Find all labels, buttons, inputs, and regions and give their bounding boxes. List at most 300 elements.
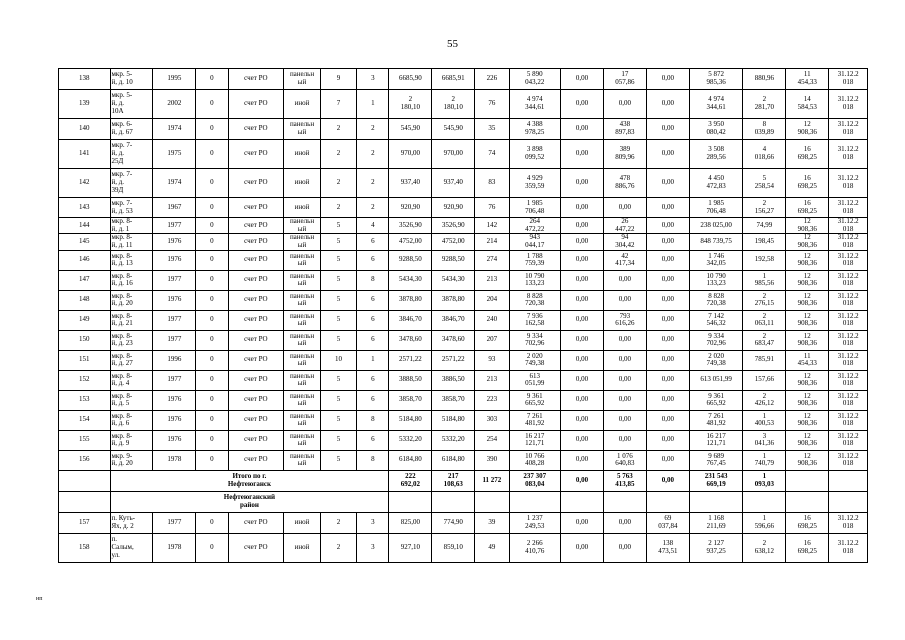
address-cell — [110, 270, 153, 290]
fund-owners-cell — [689, 198, 743, 218]
cell-line: 720,38 — [706, 299, 726, 308]
residents-cell: 204 — [475, 290, 509, 310]
cell-line: мкр. 8- — [111, 411, 133, 420]
cell-line: ый — [297, 419, 307, 428]
address-cell — [110, 533, 153, 562]
cell-line: 31.12.2 — [837, 251, 859, 260]
cell-line: 665,92 — [706, 399, 726, 408]
floors-cell: 2 — [320, 119, 356, 140]
table-row — [59, 390, 868, 410]
cost-per-sqm-cell — [743, 390, 786, 410]
cell-line: Итого по г. — [232, 472, 267, 481]
fund-region-cell — [603, 430, 646, 450]
cell-line: 2 — [762, 311, 767, 320]
fund-owners-cell — [689, 270, 743, 290]
cell-line: 12 — [803, 331, 811, 340]
cell-line: 037,84 — [658, 521, 678, 530]
total-area-cell: 927,10 — [389, 533, 432, 562]
table-row — [59, 270, 868, 290]
row-number-cell: 140 — [59, 119, 111, 140]
total-area-cell: 6685,90 — [389, 69, 432, 90]
fund-local-cell: 0,00 — [646, 470, 689, 491]
cell-line: 31.12.2 — [837, 391, 859, 400]
entrances-cell: 3 — [357, 512, 389, 533]
cell-line: панельн — [289, 451, 315, 460]
residents-cell: 214 — [475, 234, 509, 250]
cell-line: 908,36 — [797, 339, 817, 348]
cell-line: 908,36 — [797, 399, 817, 408]
fund-owners-cell — [689, 90, 743, 119]
floors-cell: 5 — [320, 234, 356, 250]
cell-line: 018 — [842, 153, 854, 161]
total-cost-cell — [509, 370, 561, 390]
cell-line: 31.12.2 — [837, 411, 859, 420]
empty-cell — [561, 491, 604, 512]
residents-cell: 226 — [475, 69, 509, 90]
empty-cell — [389, 491, 432, 512]
limit-cost-cell — [786, 270, 829, 290]
cell-line: 1 — [762, 472, 767, 481]
fund-method-cell: счет РО — [228, 198, 284, 218]
cell-line: 908,36 — [797, 299, 817, 308]
total-cost-cell — [509, 470, 561, 491]
year-built-cell: 1977 — [153, 370, 196, 390]
cell-line: 044,17 — [525, 241, 545, 250]
cell-line: панельн — [289, 351, 315, 360]
entrances-cell: 6 — [357, 250, 389, 270]
district-header-row — [59, 491, 868, 512]
cell-line: 16 217 — [706, 431, 726, 440]
deadline-cell — [829, 119, 868, 140]
cell-line: 749,38 — [706, 359, 726, 368]
wall-material-cell — [284, 410, 320, 430]
cell-line: Ях, д. 2 — [111, 521, 134, 530]
cell-line: 481,92 — [706, 419, 726, 428]
cell-line: 11 — [803, 70, 811, 79]
total-cost-cell — [509, 218, 561, 234]
zero-cell: 0 — [196, 250, 228, 270]
zero-cell: 0 — [196, 350, 228, 370]
cell-line: 043,22 — [525, 78, 545, 86]
cost-per-sqm-cell — [743, 140, 786, 169]
cell-line: 10А — [111, 106, 124, 115]
fund-owners-cell — [689, 250, 743, 270]
cell-line: 31.12.2 — [837, 311, 859, 320]
year-built-cell: 1977 — [153, 512, 196, 533]
limit-cost-cell — [786, 430, 829, 450]
cell-line: й, д. 5 — [111, 399, 130, 408]
total-cost-cell — [509, 198, 561, 218]
cell-line: 31.12.2 — [837, 431, 859, 440]
cell-line: 0,00 — [618, 275, 632, 284]
limit-cost-cell — [786, 410, 829, 430]
floors-cell: 5 — [320, 330, 356, 350]
limit-cost-cell — [786, 218, 829, 234]
cell-line: 12 — [803, 251, 811, 260]
fund-federal-cell: 0,00 — [561, 370, 604, 390]
entrances-cell: 6 — [357, 290, 389, 310]
empty-cell — [603, 491, 646, 512]
cell-line: 16 — [803, 145, 811, 154]
year-built-cell: 1976 — [153, 390, 196, 410]
fund-method-cell: счет РО — [228, 430, 284, 450]
cell-line: панельн — [289, 431, 315, 440]
cell-line: 121,71 — [525, 439, 545, 448]
fund-method-cell: счет РО — [228, 410, 284, 430]
limit-cost-cell — [786, 69, 829, 90]
empty-cell — [59, 491, 111, 512]
year-built-cell: 1977 — [153, 218, 196, 234]
cell-line: 10 766 — [525, 451, 545, 460]
cell-line: ый — [297, 459, 307, 468]
residents-cell: 76 — [475, 90, 509, 119]
cell-line: 162,58 — [525, 319, 545, 328]
year-built-cell: 1977 — [153, 330, 196, 350]
entrances-cell: 1 — [357, 90, 389, 119]
fund-federal-cell: 0,00 — [561, 198, 604, 218]
cell-line: 12 — [803, 411, 811, 420]
fund-local-cell: 0,00 — [646, 310, 689, 330]
cell-line: 180,10 — [443, 103, 463, 111]
cell-line: 237 307 — [523, 472, 547, 481]
cell-line: 897,83 — [615, 128, 635, 136]
year-built-cell: 1976 — [153, 290, 196, 310]
address-cell — [110, 350, 153, 370]
cell-line: ый — [297, 259, 307, 268]
fund-local-cell: 0,00 — [646, 198, 689, 218]
cell-line: ый — [297, 78, 307, 86]
cell-line: панельн — [289, 391, 315, 400]
fund-local-cell: 0,00 — [646, 234, 689, 250]
table-row — [59, 330, 868, 350]
fund-local-cell: 0,00 — [646, 90, 689, 119]
fund-federal-cell: 0,00 — [561, 470, 604, 491]
fund-method-cell: счет РО — [228, 450, 284, 470]
fund-region-cell — [603, 234, 646, 250]
floors-cell: 9 — [320, 69, 356, 90]
cell-line: 546,32 — [706, 319, 726, 328]
cell-line: 0,00 — [618, 375, 632, 384]
cell-line: й, д. 9 — [111, 439, 130, 448]
fund-federal-cell: 0,00 — [561, 533, 604, 562]
cell-line: 706,48 — [525, 206, 545, 215]
cell-line: 31.12.2 — [837, 271, 859, 280]
cell-line: 2 — [451, 95, 456, 104]
cell-line: иной — [294, 517, 310, 526]
cell-line: 908,36 — [797, 419, 817, 428]
cell-line: п. — [111, 535, 117, 544]
floors-cell: 2 — [320, 169, 356, 198]
deadline-cell — [829, 310, 868, 330]
deadline-cell — [829, 512, 868, 533]
wall-material-cell — [284, 350, 320, 370]
deadline-cell — [829, 430, 868, 450]
cell-line: мкр. 8- — [111, 371, 133, 380]
fund-region-cell — [603, 410, 646, 430]
cell-line: 041,36 — [754, 439, 774, 448]
floors-cell: 5 — [320, 450, 356, 470]
limit-cost-cell — [786, 330, 829, 350]
total-area-cell — [389, 470, 432, 491]
living-area-cell: 3478,60 — [432, 330, 475, 350]
year-built-cell: 1974 — [153, 169, 196, 198]
cell-line: 793 — [619, 311, 631, 320]
cost-per-sqm-cell — [743, 290, 786, 310]
cell-line: й, д. 20 — [111, 299, 133, 308]
cell-line: 908,36 — [797, 259, 817, 268]
wall-material-cell — [284, 450, 320, 470]
fund-local-cell: 0,00 — [646, 218, 689, 234]
cell-line: панельн — [289, 70, 315, 79]
cell-line: 192,58 — [754, 255, 774, 264]
fund-owners-cell — [689, 290, 743, 310]
address-cell — [110, 90, 153, 119]
total-cost-cell — [509, 430, 561, 450]
fund-local-cell: 0,00 — [646, 270, 689, 290]
zero-cell: 0 — [196, 69, 228, 90]
zero-cell: 0 — [196, 290, 228, 310]
cost-per-sqm-cell — [743, 169, 786, 198]
fund-owners-cell — [689, 430, 743, 450]
cell-line: 018 — [842, 399, 854, 408]
row-number-cell: 148 — [59, 290, 111, 310]
cell-line: 2 020 — [526, 351, 543, 360]
empty-cell — [509, 491, 561, 512]
fund-federal-cell: 0,00 — [561, 119, 604, 140]
cell-line: панельн — [289, 311, 315, 320]
fund-local-cell: 0,00 — [646, 169, 689, 198]
living-area-cell: 5434,30 — [432, 270, 475, 290]
cell-line: 584,53 — [797, 103, 817, 111]
fund-method-cell: счет РО — [228, 140, 284, 169]
living-area-cell: 3878,80 — [432, 290, 475, 310]
cell-line: ый — [297, 299, 307, 308]
zero-cell: 0 — [196, 119, 228, 140]
fund-owners-cell — [689, 350, 743, 370]
total-cost-cell — [509, 310, 561, 330]
fund-local-cell: 0,00 — [646, 330, 689, 350]
cell-line: 018 — [842, 259, 854, 268]
wall-material-cell — [284, 390, 320, 410]
empty-cell — [786, 491, 829, 512]
floors-cell: 5 — [320, 270, 356, 290]
fund-owners-cell — [689, 512, 743, 533]
cell-line: мкр. 8- — [111, 351, 133, 360]
cell-line: 985,56 — [754, 279, 774, 288]
cell-line: 2 266 — [526, 539, 543, 548]
cell-line: 759,39 — [525, 259, 545, 268]
residents-cell: 240 — [475, 310, 509, 330]
fund-method-cell: счет РО — [228, 330, 284, 350]
residents-cell: 274 — [475, 250, 509, 270]
year-built-cell: 1976 — [153, 234, 196, 250]
row-number-cell: 143 — [59, 198, 111, 218]
cell-line: 359,59 — [525, 182, 545, 190]
table-row — [59, 119, 868, 140]
fund-region-cell — [603, 90, 646, 119]
cell-line: 702,96 — [525, 339, 545, 348]
zero-cell: 0 — [196, 430, 228, 450]
address-cell — [110, 450, 153, 470]
total-cost-cell — [509, 450, 561, 470]
cell-line: 454,33 — [797, 78, 817, 86]
empty-cell — [786, 470, 829, 491]
cell-line: 264 — [529, 217, 541, 225]
fund-local-cell: 0,00 — [646, 140, 689, 169]
floors-cell: 2 — [320, 512, 356, 533]
row-number-cell: 149 — [59, 310, 111, 330]
entrances-cell: 8 — [357, 410, 389, 430]
cell-line: 018 — [842, 206, 854, 215]
table-row — [59, 533, 868, 562]
fund-owners-cell — [689, 218, 743, 234]
cell-line: й, д. 23 — [111, 339, 133, 348]
cell-line: 2 — [762, 391, 767, 400]
year-built-cell: 1975 — [153, 140, 196, 169]
cell-line: 74,99 — [756, 220, 773, 229]
cell-line: 344,61 — [525, 103, 545, 111]
cell-line: ый — [297, 339, 307, 348]
zero-cell: 0 — [196, 140, 228, 169]
fund-local-cell: 0,00 — [646, 69, 689, 90]
cell-line: 9 361 — [708, 391, 724, 400]
cell-line: 473,51 — [658, 546, 678, 555]
cost-per-sqm-cell — [743, 234, 786, 250]
fund-method-cell: счет РО — [228, 390, 284, 410]
living-area-cell: 9288,50 — [432, 250, 475, 270]
cell-line: 3 950 — [708, 120, 724, 129]
row-number-cell: 151 — [59, 350, 111, 370]
cell-line: панельн — [289, 411, 315, 420]
cost-per-sqm-cell — [743, 350, 786, 370]
cell-line: 217 — [448, 472, 459, 481]
fund-region-cell — [603, 119, 646, 140]
fund-federal-cell: 0,00 — [561, 310, 604, 330]
cell-line: й, д. 6 — [111, 419, 130, 428]
entrances-cell: 2 — [357, 198, 389, 218]
cell-line: 31.12.2 — [837, 291, 859, 300]
fund-owners-cell — [689, 310, 743, 330]
fund-owners-cell — [689, 410, 743, 430]
cell-line: 683,47 — [754, 339, 774, 348]
cell-line: 638,12 — [754, 546, 774, 555]
limit-cost-cell — [786, 234, 829, 250]
wall-material-cell — [284, 119, 320, 140]
cell-line: 31.12.2 — [837, 174, 859, 183]
fund-method-cell: счет РО — [228, 250, 284, 270]
residents-cell: 74 — [475, 140, 509, 169]
cell-line: 454,33 — [797, 359, 817, 368]
total-area-cell: 545,90 — [389, 119, 432, 140]
zero-cell: 0 — [196, 410, 228, 430]
fund-federal-cell: 0,00 — [561, 140, 604, 169]
total-cost-cell — [509, 250, 561, 270]
row-number-cell: 154 — [59, 410, 111, 430]
cell-line: 9 334 — [708, 331, 724, 340]
address-cell — [110, 330, 153, 350]
cell-line: 10 790 — [706, 271, 726, 280]
address-cell — [110, 290, 153, 310]
cell-line: мкр. 8- — [111, 251, 133, 260]
cell-line: 0,00 — [618, 435, 632, 444]
cell-line: ый — [297, 359, 307, 368]
cell-line: 472,22 — [525, 224, 545, 233]
cell-line: мкр. 8- — [111, 331, 133, 340]
cell-line: мкр. 8- — [111, 431, 133, 440]
cell-line: 1 168 — [708, 514, 724, 523]
cell-line: 596,66 — [754, 521, 774, 530]
residents-cell: 142 — [475, 218, 509, 234]
wall-material-cell — [284, 218, 320, 234]
cell-line: 16 — [803, 198, 811, 207]
cell-line: 018 — [842, 103, 854, 111]
fund-method-cell: счет РО — [228, 169, 284, 198]
fund-federal-cell: 0,00 — [561, 290, 604, 310]
deadline-cell — [829, 390, 868, 410]
cell-line: 133,23 — [706, 279, 726, 288]
empty-cell — [829, 491, 868, 512]
cell-line: мкр. 8- — [111, 217, 133, 225]
table-row — [59, 512, 868, 533]
living-area-cell: 3858,70 — [432, 390, 475, 410]
zero-cell: 0 — [196, 198, 228, 218]
cell-line: 018 — [842, 224, 854, 233]
cell-line: мкр. 7- — [111, 141, 133, 150]
wall-material-cell — [284, 330, 320, 350]
fund-local-cell: 0,00 — [646, 430, 689, 450]
cell-line: 10 790 — [525, 271, 545, 280]
cell-line: 1 076 — [617, 451, 633, 460]
limit-cost-cell — [786, 119, 829, 140]
fund-federal-cell: 0,00 — [561, 90, 604, 119]
cell-line: 018 — [842, 182, 854, 190]
wall-material-cell — [284, 169, 320, 198]
cell-line: й, д. — [111, 178, 125, 187]
cell-line: 121,71 — [706, 439, 726, 448]
fund-owners-cell — [689, 470, 743, 491]
deadline-cell — [829, 90, 868, 119]
fund-owners-cell — [689, 140, 743, 169]
cell-line: 018 — [842, 279, 854, 288]
cell-line: 698,25 — [797, 546, 817, 555]
cell-line: 1 — [762, 411, 767, 420]
cell-line: 2 — [762, 539, 767, 548]
total-area-cell: 970,00 — [389, 140, 432, 169]
year-built-cell: 1976 — [153, 430, 196, 450]
fund-region-cell — [603, 330, 646, 350]
cell-line: 1 237 — [526, 514, 543, 523]
wall-material-cell — [284, 69, 320, 90]
cell-line: 342,05 — [706, 259, 726, 268]
cell-line: 698,25 — [797, 521, 817, 530]
fund-local-cell: 0,00 — [646, 350, 689, 370]
fund-region-cell — [603, 370, 646, 390]
zero-cell: 0 — [196, 370, 228, 390]
cell-line: 249,53 — [525, 521, 545, 530]
row-number-cell: 145 — [59, 234, 111, 250]
cell-line: 276,15 — [754, 299, 774, 308]
wall-material-cell — [284, 512, 320, 533]
limit-cost-cell — [786, 250, 829, 270]
total-cost-cell — [509, 533, 561, 562]
cell-line: 749,38 — [525, 359, 545, 368]
table-row — [59, 140, 868, 169]
wall-material-cell — [284, 310, 320, 330]
fund-region-cell — [603, 250, 646, 270]
table-row — [59, 290, 868, 310]
deadline-cell — [829, 250, 868, 270]
table-row — [59, 218, 868, 234]
